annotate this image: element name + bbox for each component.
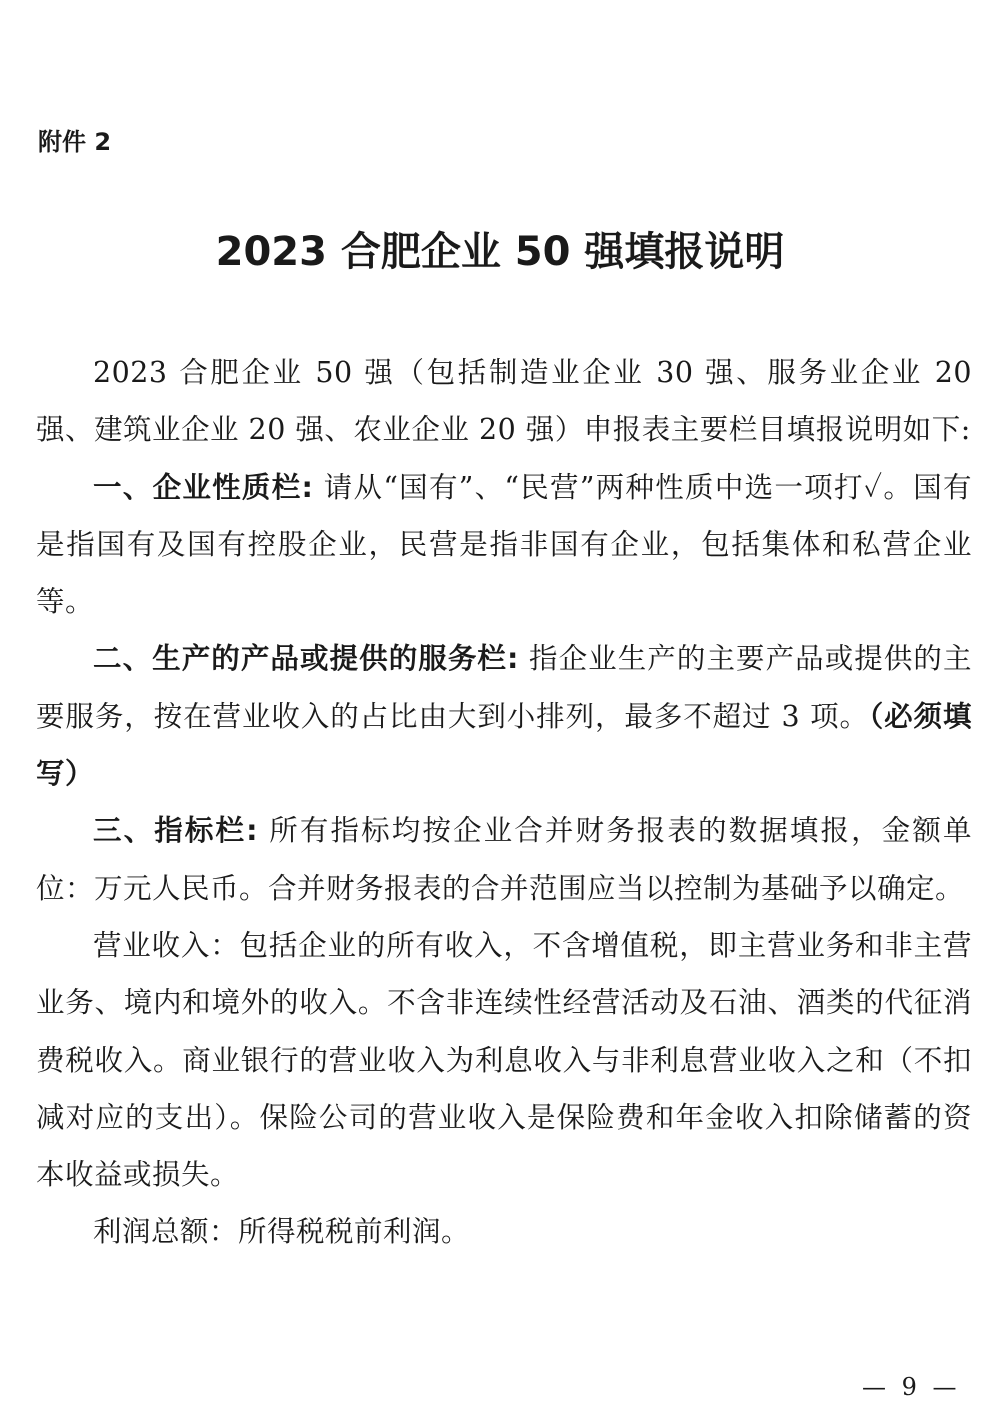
products-services-paragraph <box>36 630 972 802</box>
attachment-label: 附件 2 <box>38 128 112 156</box>
revenue-paragraph: 营业收入：包括企业的所有收入，不含增值税，即主营业务和非主营业务、境内和境外的收入。不含非连续性经营活动及石油、酒类的代征消费税收入。商业银行的营业收入为利息收入与非利息营业收入之和（不扣减对应的支出）。保险公司的营业收入是保险费和年金收入扣除储蓄的资本收益或损失。 <box>36 928 972 1192</box>
document-title: 2023 合肥企业 50 强填报说明 <box>215 229 785 275</box>
document-body <box>36 344 972 1261</box>
products-services-text: 指企业生产的主要产品或提供的主要服务，按在营业收入的占比由大到小排列，最多不超过 3 项。 <box>36 642 973 733</box>
intro-paragraph: 2023 合肥企业 50 强（包括制造业企业 30 强、服务业企业 20 强、建筑业企业 20 强、农业企业 20 强）申报表主要栏目填报说明如下: <box>36 356 972 447</box>
products-services-heading: 二、生产的产品或提供的服务栏: <box>93 642 519 676</box>
enterprise-nature-text: 请从“国有”、“民营”两种性质中选一项打✓。国有是指国有及国有控股企业，民营是指非国有企业，包括集体和私营企业等。 <box>36 470 972 619</box>
enterprise-nature-paragraph <box>36 459 972 631</box>
page-number: — 9 — <box>862 1373 961 1401</box>
indicators-text: 所有指标均按企业合并财务报表的数据填报，金额单位：万元人民币。合并财务报表的合并范围应当以控制为基础予以确定。 <box>36 814 972 905</box>
indicators-heading: 三、指标栏: <box>93 814 259 848</box>
profit-paragraph: 利润总额：所得税税前利润。 <box>93 1215 471 1249</box>
required-note: （必须填写） <box>36 699 972 791</box>
indicators-paragraph <box>36 802 972 917</box>
enterprise-nature-heading: 一、企业性质栏: <box>93 470 314 504</box>
